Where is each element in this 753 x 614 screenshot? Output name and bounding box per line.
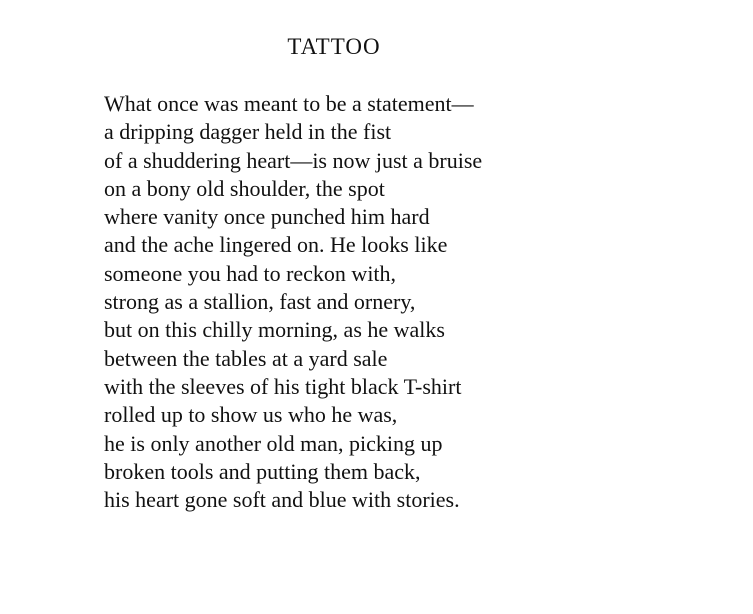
poem-line: someone you had to reckon with,: [104, 260, 397, 286]
poem-line: where vanity once punched him hard: [104, 204, 430, 230]
poem-line: but on this chilly morning, as he walks: [104, 317, 445, 343]
poem-title: TATTOO: [287, 34, 381, 59]
poem-line: with the sleeves of his tight black T-shirt: [104, 373, 462, 399]
poem-line: of a shuddering heart—is now just a bruise: [104, 147, 483, 173]
poem-line: on a bony old shoulder, the spot: [104, 175, 385, 201]
poem-line: strong as a stallion, fast and ornery,: [104, 289, 416, 315]
poem-line: rolled up to show us who he was,: [104, 402, 398, 428]
poem-line: and the ache lingered on. He looks like: [104, 232, 448, 258]
poem-line: he is only another old man, picking up: [104, 430, 443, 456]
poem-line: between the tables at a yard sale: [104, 345, 388, 371]
poem-line: What once was meant to be a statement—: [104, 91, 474, 116]
poem-line: his heart gone soft and blue with stories.: [104, 487, 460, 513]
poem-body: [104, 90, 704, 514]
poem-line: a dripping dagger held in the fist: [104, 119, 392, 145]
poem-line: broken tools and putting them back,: [104, 458, 421, 484]
